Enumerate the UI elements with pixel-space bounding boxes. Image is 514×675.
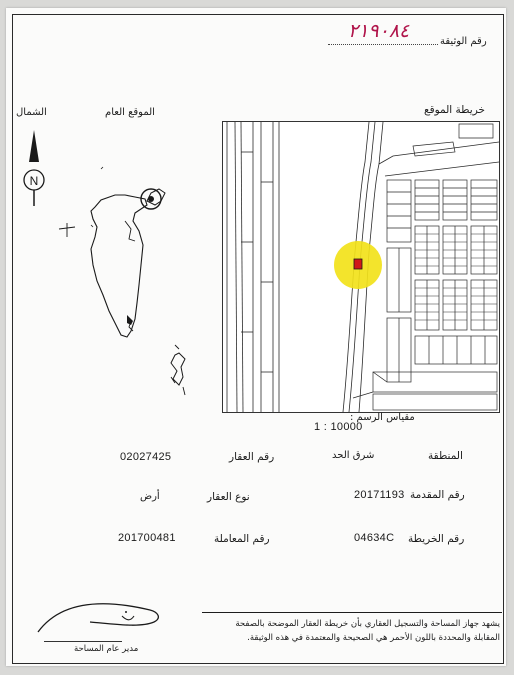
introduction-number-label: رقم المقدمة [410,489,465,501]
footer-divider [202,612,502,613]
property-number-label: رقم العقار [229,451,275,463]
attestation-line-2: المقابلة والمحددة باللون الأحمر هي الصحيحة والمعتمدة في هذه الوثيقة. [247,633,500,643]
north-arrow-icon [20,128,48,208]
map-number-value: 04634C [354,532,395,544]
transaction-number-label: رقم المعاملة [214,533,270,545]
property-type-label: نوع العقار [207,491,250,503]
property-number-value: 02027425 [120,451,172,463]
parcel-marker [354,259,362,269]
scale-label: مقياس الرسم : [350,412,415,423]
doc-number-handwritten: ٢١٩٠٨٤ [348,20,410,42]
introduction-number-value: 20171193 [354,489,405,501]
region-value: شرق الحد [332,450,375,461]
signature-line [44,641,122,642]
property-type-value: أرض [140,491,160,502]
attestation-line-1: يشهد جهاز المساحة والتسجيل العقاري بأن خريطة العقار الموضحة بالصفحة [235,619,500,629]
north-label: الشمال [16,107,47,118]
site-map-title: خريطة الموقع [424,104,486,116]
general-location-map [55,145,205,405]
scale-value: 1 : 10000 [314,421,363,433]
region-label: المنطقة [428,450,463,462]
svg-text:N: N [29,174,39,188]
signature [30,592,190,642]
map-number-label: رقم الخريطة [408,533,465,545]
general-location-label: الموقع العام [105,107,155,118]
site-map [222,121,500,413]
doc-number-underline [328,44,438,45]
signatory-title: مدير عام المساحة [74,644,139,654]
doc-number-label: رقم الوثيقة [440,36,487,47]
transaction-number-value: 201700481 [118,532,176,544]
